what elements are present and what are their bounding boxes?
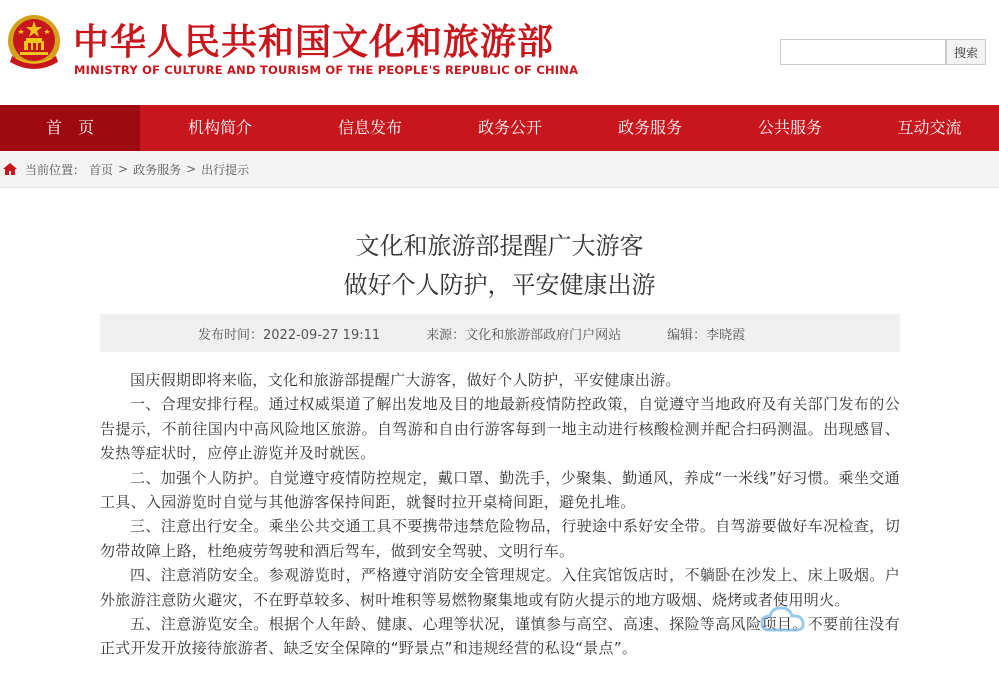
- site-title-cn[interactable]: 中华人民共和国文化和旅游部: [73, 22, 555, 63]
- main-nav: [0, 105, 999, 151]
- cloud-icon: [758, 602, 808, 638]
- breadcrumb-link-travel-tips[interactable]: 出行提示: [201, 162, 250, 177]
- breadcrumb-separator: >: [186, 162, 197, 176]
- article-paragraph: 四、注意消防安全。参观游览时，严格遵守消防安全管理规定。入住宾馆饭店时，不躺卧在沙发上、床上吸烟。户外旅游注意防火避灾，不在野草较多、树叶堆积等易燃物聚集地或有防火提示的地方吸烟、烧烤或者使用明火。: [100, 566, 900, 609]
- article-paragraph: 三、注意出行安全。乘坐公共交通工具不要携带违禁危险物品，行驶途中系好安全带。自驾游要做好车况检查，切勿带故障上路，杜绝疲劳驾驶和酒后驾车，做到安全驾驶、文明行车。: [100, 517, 900, 560]
- national-emblem-icon[interactable]: [6, 12, 62, 74]
- article-paragraph: 国庆假期即将来临，文化和旅游部提醒广大游客，做好个人防护，平安健康出游。: [130, 371, 681, 389]
- article-title-line2: 做好个人防护，平安健康出游: [343, 271, 656, 299]
- site-header: [0, 0, 999, 105]
- article-paragraph: 五、注意游览安全。根据个人年龄、健康、心理等状况，谨慎参与高空、高速、探险等高风险项目。不要前往没有正式开发开放接待旅游者、缺乏安全保障的“野景点”和违规经营的私设“景点”。: [100, 615, 900, 658]
- nav-home[interactable]: 首 页: [0, 105, 140, 151]
- breadcrumb-separator: >: [118, 162, 129, 176]
- nav-news[interactable]: 信息发布: [337, 118, 402, 137]
- article-meta: [100, 314, 900, 352]
- article-paragraph: 二、加强个人防护。自觉遵守疫情防控规定，戴口罩、勤洗手，少聚集、勤通风，养成“一米线”好习惯。乘坐交通工具、入园游览时自觉与其他游客保持间距，就餐时拉开桌椅间距，避免扎堆。: [100, 468, 900, 512]
- breadcrumb-link-gov-services[interactable]: 政务服务: [133, 162, 182, 177]
- article-source: 来源：文化和旅游部政府门户网站: [426, 327, 622, 343]
- breadcrumb-prefix: 当前位置：: [25, 162, 86, 177]
- publish-time: 发布时间：2022-09-27 19:11: [198, 327, 381, 343]
- home-icon: [2, 162, 18, 176]
- nav-gov-affairs[interactable]: 政务公开: [477, 118, 542, 137]
- article-title-line1: 文化和旅游部提醒广大游客: [355, 232, 644, 260]
- article-paragraph: 一、合理安排行程。通过权威渠道了解出发地及目的地最新疫情防控政策，自觉遵守当地政府及有关部门发布的公告提示，不前往国内中高风险地区旅游。自驾游和自由行游客每到一地主动进行核酸检测并配合扫码测温。出现感冒、发热等症状时，应停止游览并及时就医。: [100, 395, 900, 463]
- site-title-en[interactable]: MINISTRY OF CULTURE AND TOURISM OF THE PEOPLE'S REPUBLIC OF CHINA: [74, 63, 579, 77]
- search-button[interactable]: 搜索: [946, 39, 986, 65]
- nav-public-services[interactable]: 公共服务: [757, 118, 822, 137]
- nav-about[interactable]: 机构简介: [187, 118, 252, 137]
- breadcrumb-link-home[interactable]: 首页: [89, 162, 114, 177]
- nav-interaction[interactable]: 互动交流: [897, 118, 962, 137]
- breadcrumb: [0, 151, 999, 188]
- article-editor: 编辑：李晓霞: [667, 327, 746, 343]
- search-input[interactable]: [780, 39, 946, 65]
- nav-gov-services[interactable]: 政务服务: [617, 118, 682, 137]
